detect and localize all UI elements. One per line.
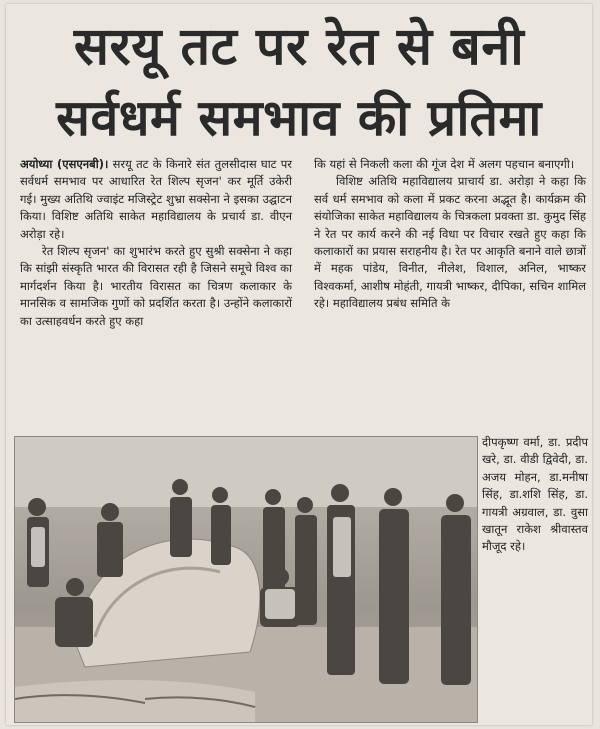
article-paragraph-4: विशिष्ट अतिथि महाविद्यालय प्राचार्य डा. अरोड़ा ने कहा कि सर्व धर्म समभाव को कला में प्रकट करना अद्भूत है। कार्यक्रम की संयोजिका साकेत महाविद्यालय के चित्रकला प्रवक्ता डा. कुमुद सिंह ने रेत पर कार्य करने की नई विधा पर विचार रखते हुए कहा कि कलाकारों का प्रयास सराहनीय है। रेत पर आकृति बनाने वाले छात्रों में महक पांडेय, विनीत, नीलेश, विशाल, अनिल, भाष्कर विश्वकर्मा, आशीष मोहंती, गायत्री भाष्कर, दीपिका, सचिन शामिल रहे। महाविद्यालय प्रबंध समिति के <box>314 174 586 311</box>
headline-line-1: सरयू तट पर रेत से बनी <box>73 17 525 77</box>
article-column-left <box>20 156 292 330</box>
article-paragraph-1 <box>20 156 292 243</box>
article-paragraph-3: कि यहां से निकली कला की गूंज देश में अलग पहचान बनाएगी। <box>314 157 575 171</box>
article-paragraph-5: दीपकृष्ण वर्मा, डा. प्रदीप खरे, डा. वीडी द्विवेदी, डा. अजय मोहन, डा.मनीषा सिंह, डा.शशि सिंह, डा. गायत्री अग्रवाल, डा. वुसा खातून राकेश श्रीवास्तव मौजूद रहे। <box>482 435 588 554</box>
article-column-right <box>314 156 586 313</box>
byline: अयोध्या (एसएनबी)। <box>20 157 109 171</box>
headline-line-2: सर्वधर्म समभाव की प्रतिमा <box>56 89 542 147</box>
sand-sculpture-photo <box>14 436 478 723</box>
article-column-narrow <box>482 434 588 556</box>
article-paragraph-2: रेत शिल्प सृजन' का शुभारंभ करते हुए सुश्री सक्सेना ने कहा कि सांझी संस्कृति भारत की विरासत रही है जिसने समूचे विश्व का मार्गदर्शन किया है। भारतीय विरासत का चित्रण कलाकार के मानसिक व सामजिक गुणों को प्रदर्शित करता है। उन्होंने कलाकारों का उत्साहवर्धन करते हुए कहा <box>20 244 292 328</box>
article-paragraph-1-text: सरयू तट के किनारे संत तुलसीदास घाट पर सर्वधर्म समभाव पर आधारित रेत शिल्प सृजन' कर मूर्ति उकेरी गई। मुख्य अतिथि ज्वाइंट मजिस्ट्रेट शुभ्रा सक्सेना ने इसका उद्घाटन किया। विशिष्ट अतिथि साकेत महाविद्यालय के प्रचार्य डा. वीएन अरोड़ा रहे। <box>20 157 292 241</box>
newspaper-clipping <box>6 4 592 725</box>
photo-illustration <box>15 437 477 722</box>
